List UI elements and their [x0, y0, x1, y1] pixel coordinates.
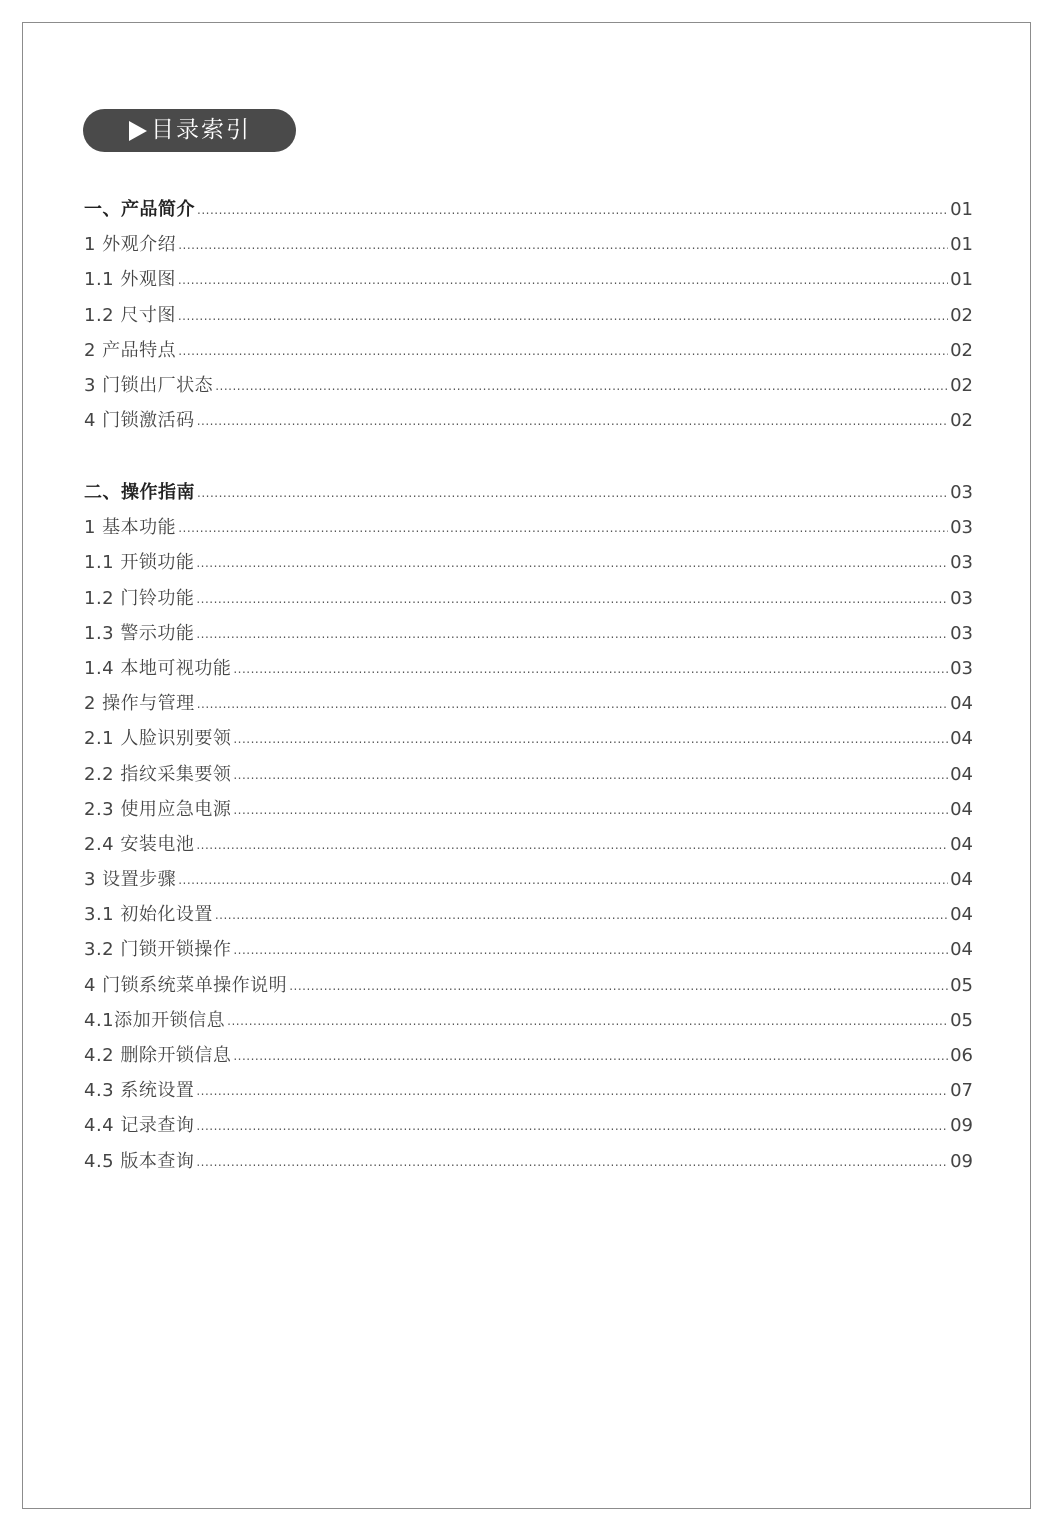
toc-entry-label: 2.3 使用应急电源 [84, 798, 232, 820]
leader-dots [233, 662, 948, 676]
toc-entry[interactable] [84, 760, 973, 795]
toc-entry-label: 2 操作与管理 [84, 693, 195, 715]
toc-page-number: 04 [950, 869, 973, 891]
leader-dots [196, 592, 948, 606]
leader-dots [196, 627, 948, 641]
toc-entry-label: 1.2 尺寸图 [84, 304, 176, 326]
toc-entry[interactable] [84, 1076, 973, 1111]
toc-page-number: 01 [950, 269, 973, 291]
toc-page-number: 03 [950, 482, 973, 503]
toc-entry[interactable] [84, 336, 973, 371]
toc-entry[interactable] [84, 795, 973, 830]
toc-page-number: 07 [950, 1080, 973, 1102]
toc-page-number: 05 [950, 1009, 973, 1031]
toc-page-number: 04 [950, 693, 973, 715]
toc-title-banner [83, 109, 296, 152]
toc-page-number: 03 [950, 517, 973, 539]
toc-entry-label: 1.4 本地可视功能 [84, 657, 232, 679]
toc-entry[interactable] [84, 619, 973, 654]
toc-entry-label: 4.4 记录查询 [84, 1115, 195, 1137]
toc-page-number: 04 [950, 798, 973, 820]
toc-entry[interactable] [84, 371, 973, 406]
play-arrow-icon [129, 121, 147, 141]
toc-entry-label: 3 设置步骤 [84, 869, 177, 891]
toc-page-number: 04 [950, 939, 973, 961]
leader-dots [178, 309, 948, 323]
toc-entry[interactable] [84, 971, 973, 1006]
toc-entry[interactable] [84, 548, 973, 583]
toc-page-number: 03 [950, 657, 973, 679]
toc-page-number: 03 [950, 622, 973, 644]
leader-dots [196, 838, 948, 852]
toc-page-number: 02 [950, 304, 973, 326]
toc-page-number: 02 [950, 374, 973, 396]
leader-dots [178, 273, 948, 287]
toc-entry[interactable] [84, 830, 973, 865]
toc-entry[interactable] [84, 584, 973, 619]
leader-dots [178, 344, 948, 358]
toc-entry[interactable] [84, 1041, 973, 1076]
toc-entry[interactable] [84, 1111, 973, 1146]
toc-page-number: 06 [950, 1045, 973, 1066]
toc-page-number: 04 [950, 728, 973, 750]
toc-page-number: 04 [950, 833, 973, 855]
toc-entry-label: 1.2 门铃功能 [84, 587, 195, 609]
leader-dots [289, 979, 948, 993]
toc-entry-label: 1.1 外观图 [84, 269, 176, 291]
toc-page-number: 01 [950, 199, 973, 220]
toc-page-number: 04 [950, 763, 973, 785]
leader-dots [196, 1119, 948, 1133]
toc-entry[interactable] [84, 301, 973, 336]
toc-entry[interactable] [84, 865, 973, 900]
toc-page-number: 01 [950, 234, 973, 256]
leader-dots [233, 943, 948, 957]
toc-entry[interactable] [84, 654, 973, 689]
leader-dots [215, 908, 948, 922]
toc-entry-label: 3.2 门锁开锁操作 [84, 939, 232, 961]
toc-entry[interactable] [84, 1147, 973, 1182]
toc-page-number: 09 [950, 1150, 973, 1172]
leader-dots [197, 697, 948, 711]
leader-dots [197, 203, 948, 217]
toc-section-operation-guide [84, 478, 973, 1182]
toc-entry-label: 2 产品特点 [84, 339, 177, 361]
toc-page-number: 02 [950, 339, 973, 361]
toc-entry-label: 4.2 删除开锁信息 [84, 1045, 232, 1066]
toc-entry[interactable] [84, 724, 973, 759]
leader-dots [196, 1084, 948, 1098]
toc-entry[interactable] [84, 406, 973, 441]
toc-entry[interactable] [84, 265, 973, 300]
toc-entry[interactable] [84, 935, 973, 970]
toc-entry-label: 4 门锁系统菜单操作说明 [84, 974, 288, 996]
leader-dots [197, 486, 948, 500]
toc-entry-label: 4.3 系统设置 [84, 1080, 195, 1102]
toc-entry-label: 3.1 初始化设置 [84, 904, 213, 926]
leader-dots [197, 414, 948, 428]
toc-entry-label: 4.5 版本查询 [84, 1150, 195, 1172]
leader-dots [196, 1155, 948, 1169]
toc-entry[interactable] [84, 900, 973, 935]
leader-dots [215, 379, 948, 393]
leader-dots [178, 521, 948, 535]
leader-dots [233, 803, 948, 817]
toc-page-number: 04 [950, 904, 973, 926]
leader-dots [178, 873, 948, 887]
toc-title: 目录索引 [151, 117, 251, 143]
leader-dots [233, 732, 948, 746]
toc-entry-label: 4 门锁激活码 [84, 410, 195, 432]
toc-entry-label: 3 门锁出厂状态 [84, 374, 214, 396]
toc-page-number: 03 [950, 587, 973, 609]
toc-entry-label: 1.1 开锁功能 [84, 552, 195, 574]
toc-heading[interactable] [84, 478, 973, 513]
toc-heading-label: 二、操作指南 [84, 482, 195, 503]
leader-dots [196, 556, 948, 570]
toc-entry[interactable] [84, 230, 973, 265]
toc-entry-label: 2.4 安装电池 [84, 833, 195, 855]
toc-entry-label: 4.1添加开锁信息 [84, 1009, 226, 1031]
leader-dots [178, 238, 948, 252]
toc-heading-label: 一、产品简介 [84, 199, 195, 220]
leader-dots [227, 1014, 948, 1028]
toc-page-number: 03 [950, 552, 973, 574]
toc-page-number: 09 [950, 1115, 973, 1137]
toc-entry-label: 1.3 警示功能 [84, 622, 195, 644]
toc-entry-label: 2.1 人脸识别要领 [84, 728, 232, 750]
toc-heading[interactable] [84, 195, 973, 230]
toc-section-product-intro [84, 195, 973, 441]
toc-entry[interactable] [84, 689, 973, 724]
leader-dots [233, 768, 948, 782]
toc-entry[interactable] [84, 513, 973, 548]
toc-page-number: 05 [950, 974, 973, 996]
toc-entry[interactable] [84, 1006, 973, 1041]
toc-page-number: 02 [950, 410, 973, 432]
leader-dots [233, 1049, 948, 1063]
toc-entry-label: 1 基本功能 [84, 517, 177, 539]
toc-entry-label: 2.2 指纹采集要领 [84, 763, 232, 785]
toc-entry-label: 1 外观介绍 [84, 234, 177, 256]
